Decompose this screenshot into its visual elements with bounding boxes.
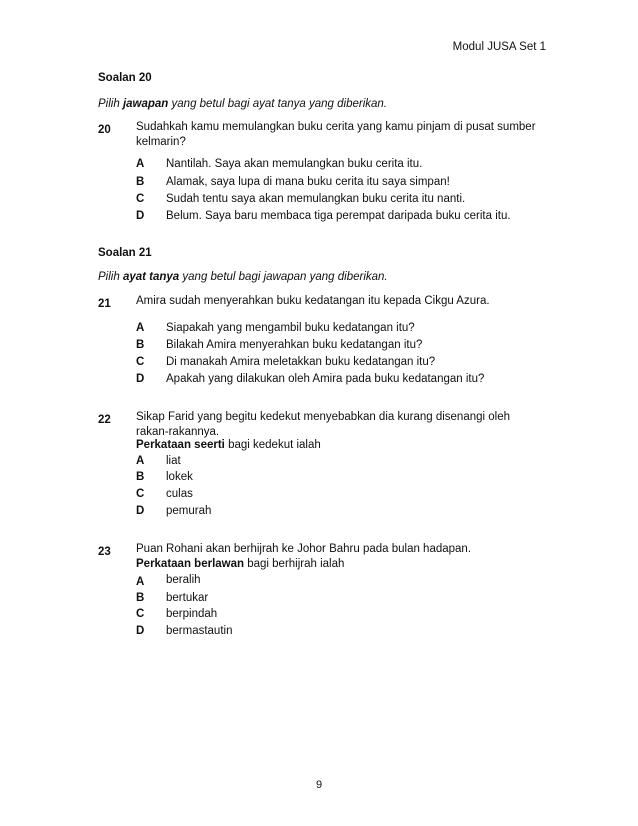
option-text: Alamak, saya lupa di mana buku cerita itu saya simpan! [166, 176, 450, 188]
question-number-22: 22 [98, 414, 111, 426]
option-letter: C [136, 488, 145, 500]
option-letter: D [136, 210, 145, 222]
option-text: Di manakah Amira meletakkan buku kedatangan itu? [166, 356, 436, 368]
option-text: culas [166, 488, 193, 500]
question-number-21: 21 [98, 298, 111, 310]
option-text: lokek [166, 471, 193, 483]
question-text-22: Sikap Farid yang begitu kedekut menyebabkan dia kurang disenangi oleh rakan-rakannya. [136, 411, 511, 438]
option-text: Nantilah. Saya akan memulangkan buku cerita itu. [166, 158, 423, 170]
option-letter: A [136, 322, 145, 334]
sub-prompt-emphasis: Perkataan berlawan [136, 558, 245, 570]
section-heading-21: Soalan 21 [98, 247, 152, 259]
section-heading-20: Soalan 20 [98, 72, 152, 84]
question-number-20: 20 [98, 124, 111, 136]
question-text-21: Amira sudah menyerahkan buku kedatangan itu kepada Cikgu Azura. [136, 295, 490, 307]
option-text: Sudah tentu saya akan memulangkan buku cerita itu nanti. [166, 193, 466, 205]
question-text-23: Puan Rohani akan berhijrah ke Johor Bahru pada bulan hadapan. [136, 543, 472, 555]
instruction-emphasis: ayat tanya [122, 271, 180, 283]
option-letter: C [136, 193, 145, 205]
instruction-20 [98, 97, 387, 112]
option-text: bermastautin [166, 625, 233, 637]
instruction-21 [98, 270, 388, 285]
option-letter: A [136, 455, 145, 467]
option-letter: B [136, 592, 145, 604]
sub-prompt-23 [136, 557, 344, 572]
question-number-23: 23 [98, 546, 111, 558]
option-letter: D [136, 505, 145, 517]
option-letter: C [136, 356, 145, 368]
option-text: beralih [166, 574, 201, 586]
option-text: Apakah yang dilakukan oleh Amira pada buku kedatangan itu? [166, 373, 485, 385]
page-header-title: Modul JUSA Set 1 [452, 41, 546, 53]
sub-prompt-emphasis: Perkataan seerti [136, 439, 225, 451]
question-text-20: Sudahkah kamu memulangkan buku cerita yang kamu pinjam di pusat sumber kelmarin? [136, 121, 536, 148]
sub-prompt-22 [136, 438, 321, 453]
instruction-emphasis: jawapan [122, 98, 169, 110]
option-letter: B [136, 176, 145, 188]
option-letter: C [136, 608, 145, 620]
option-letter: B [136, 471, 145, 483]
instruction-text: yang betul bagi jawapan yang diberikan. [179, 271, 388, 283]
option-text: Siapakah yang mengambil buku kedatangan itu? [166, 322, 415, 334]
instruction-text: Pilih [98, 98, 123, 110]
option-text: Belum. Saya baru membaca tiga perempat daripada buku cerita itu. [166, 210, 511, 222]
instruction-text: yang betul bagi ayat tanya yang diberikan. [168, 98, 387, 110]
option-text: bertukar [166, 592, 209, 604]
option-letter: D [136, 373, 145, 385]
option-letter: A [136, 158, 145, 170]
option-text: Bilakah Amira menyerahkan buku kedatangan itu? [166, 339, 423, 351]
option-letter: D [136, 625, 145, 637]
page-number: 9 [315, 779, 323, 791]
instruction-text: Pilih [98, 271, 123, 283]
sub-prompt-text: bagi kedekut ialah [224, 439, 321, 451]
option-text: liat [166, 455, 181, 467]
option-letter: B [136, 339, 145, 351]
option-text: pemurah [166, 505, 212, 517]
option-letter: A [136, 576, 145, 588]
sub-prompt-text: bagi berhijrah ialah [244, 558, 345, 570]
option-text: berpindah [166, 608, 218, 620]
